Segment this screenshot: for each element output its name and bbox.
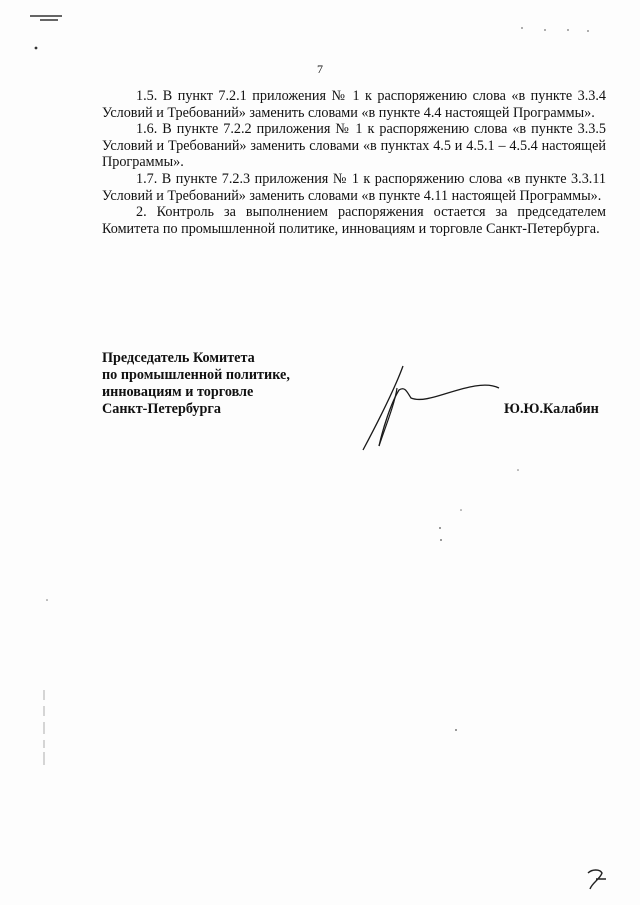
handwritten-signature — [355, 358, 505, 458]
paragraph-1-5: 1.5. В пункт 7.2.1 приложения № 1 к распоряжению слова «в пункте 3.3.4 Условий и Требований» заменить словами «в пункте 4.4 настоящей Программы». — [102, 88, 606, 121]
handwritten-page-mark — [582, 863, 612, 893]
signatory-title — [102, 350, 362, 418]
signatory-title-line: Санкт-Петербурга — [102, 401, 221, 417]
signatory-title-line: Председатель Комитета — [102, 350, 255, 366]
signatory-title-line: по промышленной политике, — [102, 367, 290, 383]
page-number: 7 — [317, 62, 323, 76]
document-body — [102, 88, 606, 237]
paragraph-1-6: 1.6. В пункте 7.2.2 приложения № 1 к распоряжению слова «в пункте 3.3.5 Условий и Требований» заменить словами «в пунктах 4.5 и 4.5.1 – 4.5.4 настоящей Программы». — [102, 121, 606, 171]
signer-name: Ю.Ю.Калабин — [504, 401, 599, 417]
signatory-title-line: инновациям и торговле — [102, 384, 254, 400]
paragraph-1-7: 1.7. В пункте 7.2.3 приложения № 1 к распоряжению слова «в пункте 3.3.11 Условий и Требований» заменить словами «в пункте 4.11 настоящей Программы». — [102, 170, 606, 204]
paragraph-2: 2. Контроль за выполнением распоряжения остается за председателем Комитета по промышленной политике, инновациям и торговле Санкт-Петербурга. — [102, 204, 606, 237]
